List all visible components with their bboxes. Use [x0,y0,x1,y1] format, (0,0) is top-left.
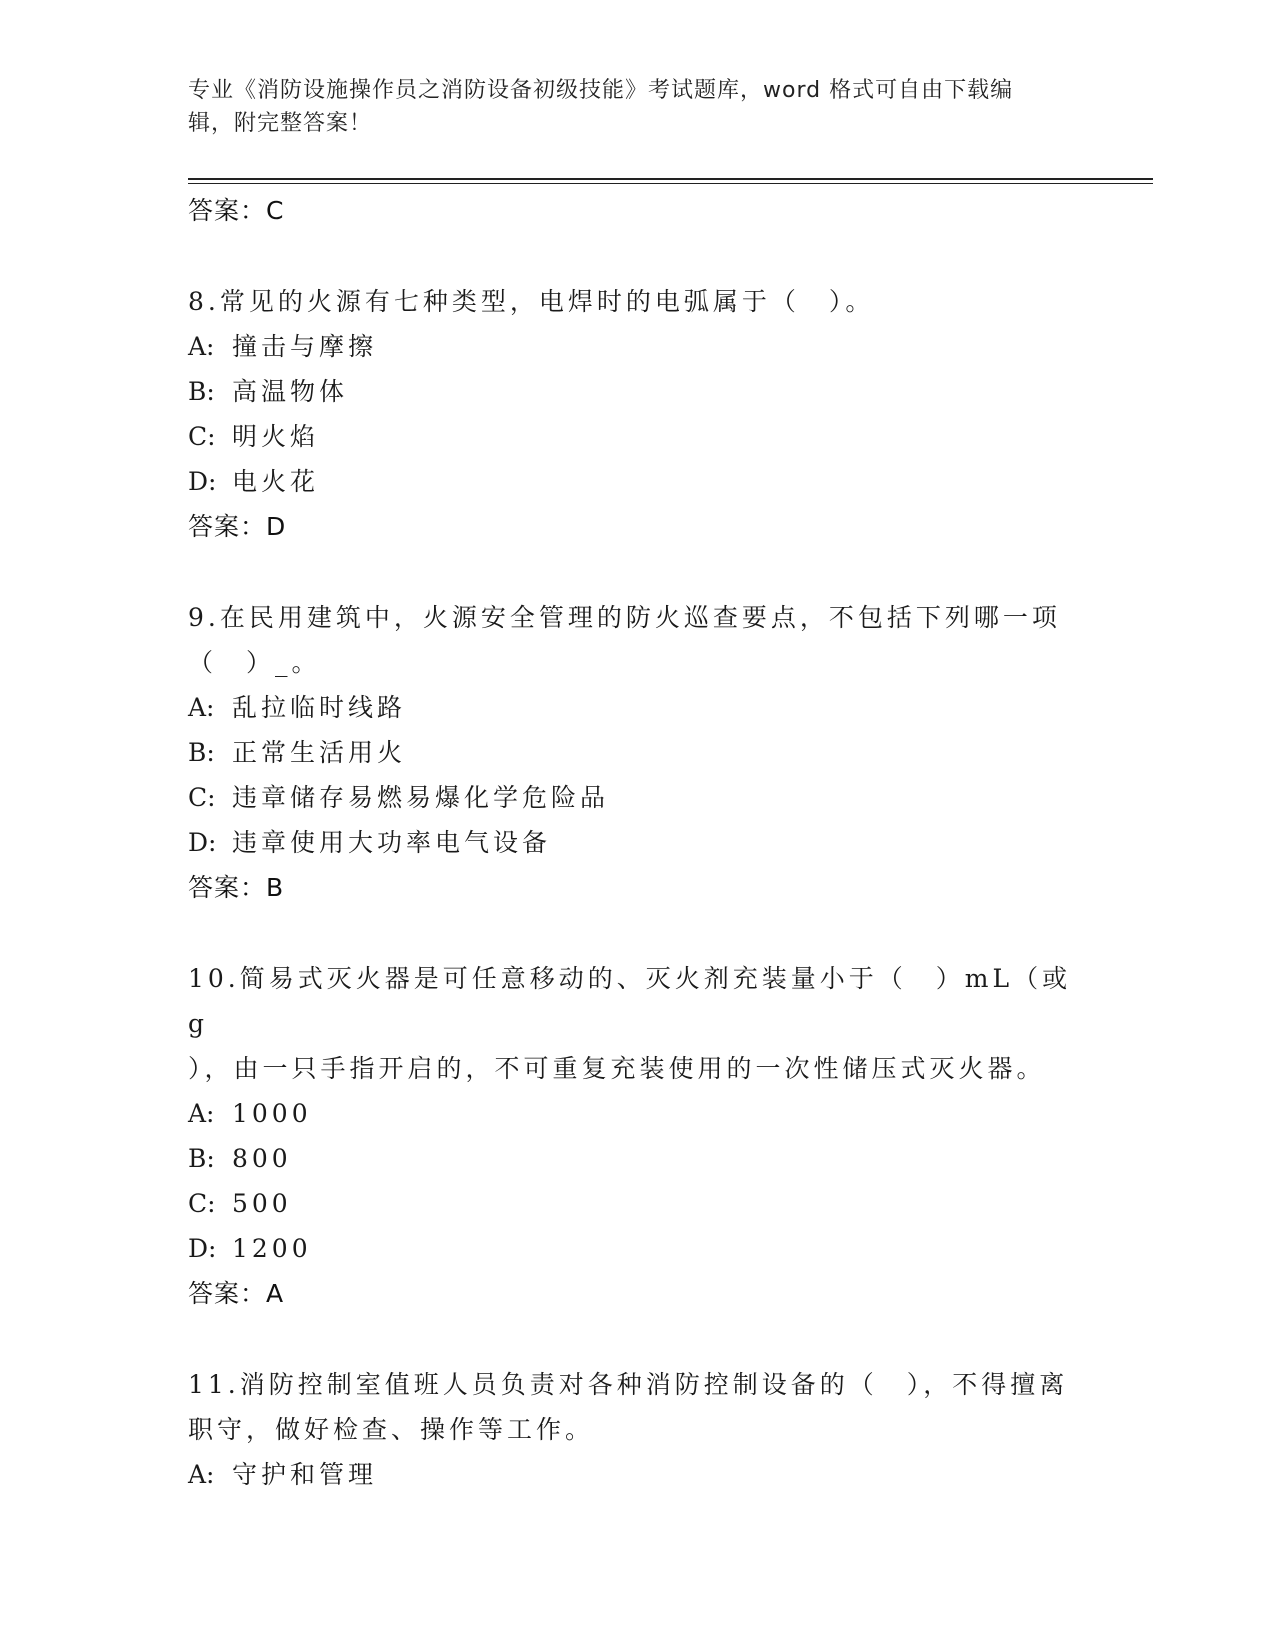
option-key: D: [188,828,217,857]
question-item [188,279,1088,549]
stem-line: 9.在民用建筑中，火源安全管理的防火巡查要点，不包括下列哪一项 [188,603,1061,632]
option-d [188,459,1088,504]
option-key: A: [188,1460,215,1489]
option-text: 1200 [232,1234,312,1263]
option-d [188,820,1088,865]
question-answer: 答案：B [188,873,285,902]
document-header [188,74,1068,140]
option-text: 1000 [232,1099,312,1128]
previous-answer: 答案：C [188,196,285,225]
stem-line: 10.简易式灭火器是可任意移动的、灭火剂充装量小于（ ）mL（或 g [188,964,1072,1038]
question-stem [188,1362,1088,1452]
option-text: 正常生活用火 [232,738,407,767]
option-text: 守护和管理 [232,1460,378,1489]
header-divider-thick [188,178,1153,180]
option-text: 乱拉临时线路 [232,693,407,722]
option-key: C: [188,1189,216,1218]
question-stem [188,956,1088,1091]
option-a [188,1452,1088,1497]
option-text: 高温物体 [232,377,349,406]
stem-line: 职守，做好检查、操作等工作。 [188,1415,595,1444]
option-key: B: [188,377,215,406]
option-d [188,1226,1088,1271]
option-text: 违章使用大功率电气设备 [232,828,552,857]
option-text: 电火花 [232,467,320,496]
question-item [188,956,1088,1316]
header-line-1: 专业《消防设施操作员之消防设备初级技能》考试题库，word 格式可自由下载编 [188,78,1014,103]
option-b [188,369,1088,414]
question-item [188,595,1088,910]
option-key: A: [188,332,215,361]
header-line-2: 辑，附完整答案！ [188,111,373,136]
option-text: 违章储存易燃易爆化学危险品 [232,783,610,812]
stem-line: ），由一只手指开启的，不可重复充装使用的一次性储压式灭火器。 [188,1054,1046,1083]
option-key: D: [188,1234,217,1263]
option-c [188,414,1088,459]
option-key: A: [188,1099,215,1128]
question-answer: 答案：A [188,1279,285,1308]
option-text: 800 [232,1144,292,1173]
option-a [188,324,1088,369]
question-stem [188,279,1088,324]
question-stem [188,595,1088,685]
option-text: 撞击与摩擦 [232,332,378,361]
stem-line: 8.常见的火源有七种类型，电焊时的电弧属于（ ）。 [188,287,875,316]
option-b [188,730,1088,775]
option-key: C: [188,783,216,812]
option-b [188,1136,1088,1181]
header-divider-thin [188,183,1153,184]
option-text: 明火焰 [232,422,320,451]
option-a [188,685,1088,730]
option-key: C: [188,422,216,451]
option-key: A: [188,693,215,722]
option-key: B: [188,738,215,767]
option-c [188,775,1088,820]
question-list [188,188,1088,1497]
stem-line: （ ）_。 [188,648,321,677]
question-answer: 答案：D [188,512,287,541]
option-c [188,1181,1088,1226]
option-key: B: [188,1144,215,1173]
stem-line: 11.消防控制室值班人员负责对各种消防控制设备的（ ），不得擅离 [188,1370,1069,1399]
option-text: 500 [232,1189,292,1218]
option-key: D: [188,467,217,496]
question-item [188,1362,1088,1497]
option-a [188,1091,1088,1136]
